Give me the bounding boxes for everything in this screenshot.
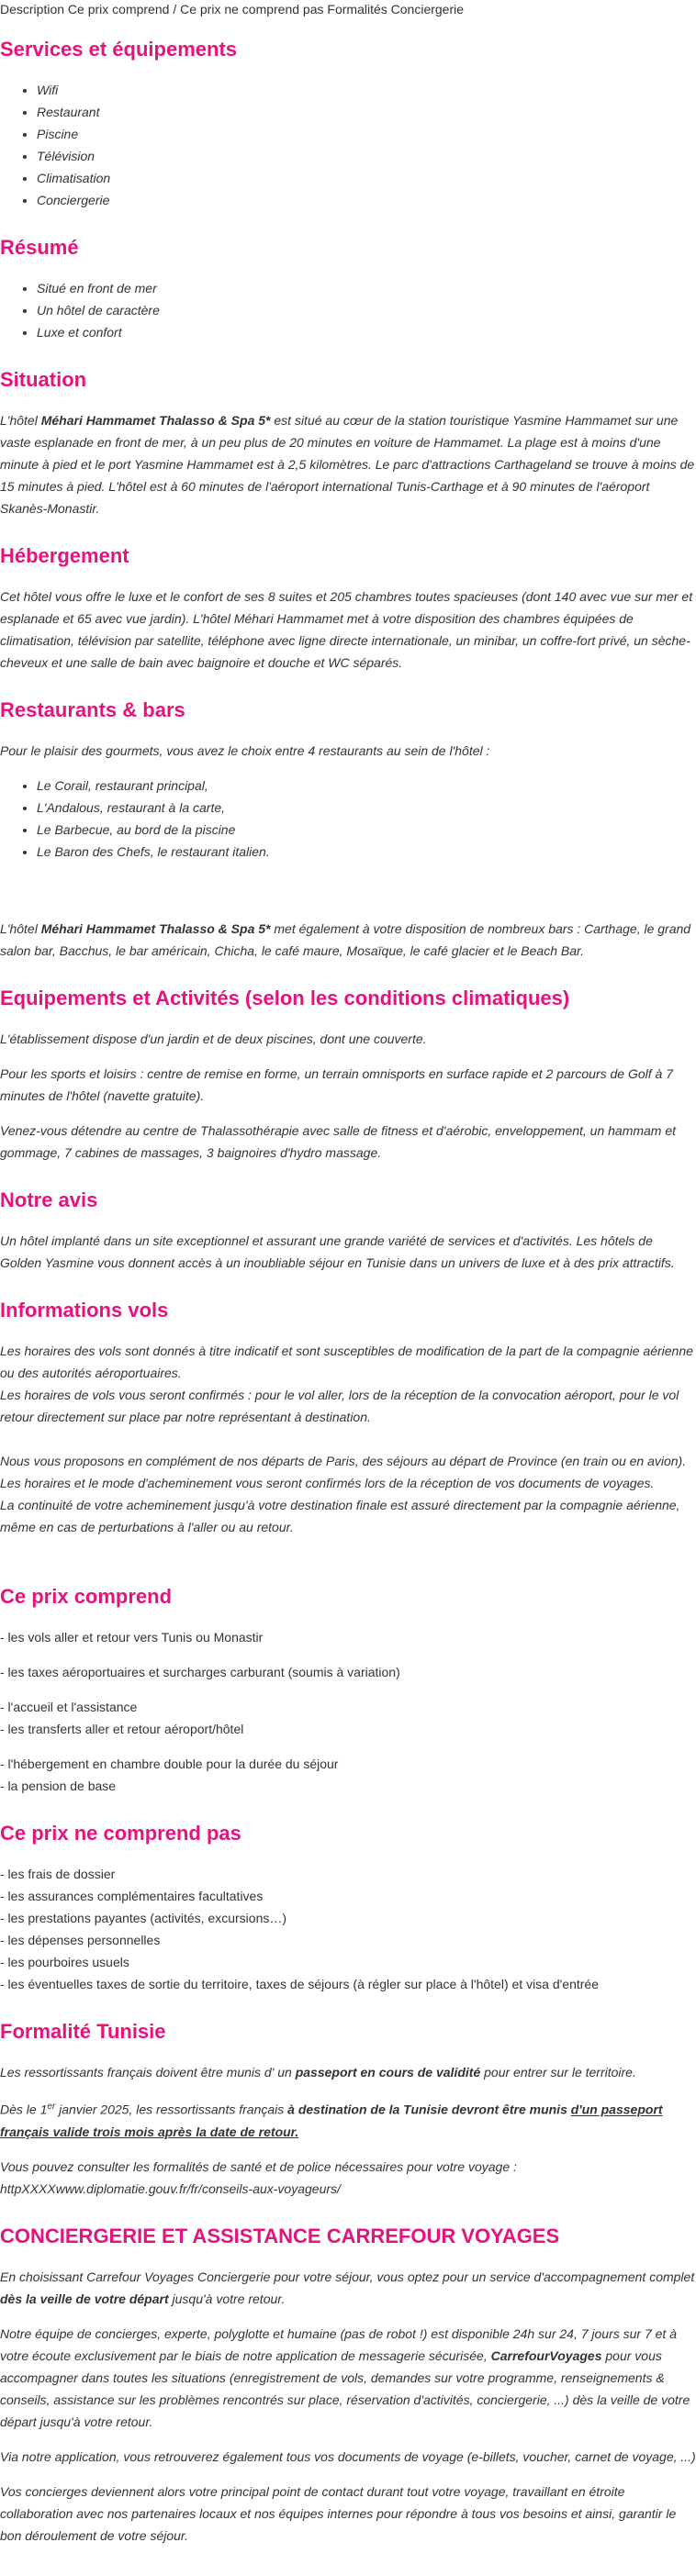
formalite-p2c: à destination de la Tunisie devront être munis: [287, 2102, 571, 2117]
situation-body: est situé au cœur de la station touristique Yasmine Hammamet sur une vaste esplanade en front de mer, à un peu plus de 20 minutes en voiture de Hammamet. La plage est à moins d'une minute à pied et le port Yasmine Hammamet est à 2,5 kilomètres. Le parc d'attractions Carthageland se trouve à moins de 15 minutes à pied. L'hôtel est à 60 minutes de l'aéroport international Tunis-Carthage et à 90 minutes de l'aéroport Skanès-Monastir.: [0, 413, 695, 516]
ne-comprend-line: - les éventuelles taxes de sortie du territoire, taxes de séjours (à régler sur place à l'hôtel) et visa d'entrée: [0, 1977, 600, 1991]
section-title-avis: Notre avis: [0, 1188, 98, 1211]
section-title-resume: Résumé: [0, 236, 79, 259]
section-title-comprend: Ce prix comprend: [0, 1585, 173, 1608]
formalite-sup: er: [47, 2102, 56, 2112]
section-title-situation: Situation: [0, 368, 87, 391]
conciergerie-p2c: pour vous accompagner dans toutes les situations (enregistrement de vols, demandes sur votre programme, renseignements & conseils, assistance sur les problèmes rencontrés sur place, réservation d'activités, conciergerie, ...) dès la veille de votre départ jusqu'à votre retour.: [0, 2347, 690, 2429]
bars-pre: L'hôtel: [0, 921, 41, 936]
equipements-p1: L'établissement dispose d'un jardin et de deux piscines, dont une couverte.: [0, 1032, 427, 1046]
list-item: • Wifi: [37, 79, 696, 101]
tab-prix-comprend[interactable]: Ce prix comprend: [67, 2, 170, 17]
ne-comprend-list: [0, 1863, 696, 1995]
conciergerie-p2a: Notre équipe de concierges, experte, polyglotte et humaine (pas de robot !) est disponible 24h sur 24, 7 jours sur 7 et à votre écoute exclusivement par le biais de notre application de messagerie sécurisée,: [0, 2325, 677, 2363]
conciergerie-p3: Via notre application, vous retrouverez également tous vos documents de voyage (e-billets, voucher, carnet de voyage, ...): [0, 2448, 696, 2464]
hebergement-text: Cet hôtel vous offre le luxe et le confort de ses 8 suites et 205 chambres toutes spacieuses (dont 140 avec vue sur mer et esplanade et 65 avec vue jardin). L'hôtel Méhari Hammamet met à votre disposition des chambres équipées de climatisation, télévision par satellite, téléphone avec ligne directe internationale, un minibar, un coffre-fort privé, un sèche-cheveux et une salle de bain avec baignoire et douche et WC séparés.: [0, 589, 693, 670]
list-item: • Télévision: [37, 145, 696, 167]
comprend-line: - l'accueil et l'assistance: [0, 1700, 138, 1714]
restaurants-intro: Pour le plaisir des gourmets, vous avez le choix entre 4 restaurants au sein de l'hôtel :: [0, 743, 490, 758]
comprend-line: - les vols aller et retour vers Tunis ou Monastir: [0, 1630, 264, 1645]
list-item: • Situé en front de mer: [37, 277, 696, 299]
ne-comprend-line: - les prestations payantes (activités, excursions…): [0, 1911, 287, 1925]
ne-comprend-line: - les pourboires usuels: [0, 1955, 129, 1969]
services-list: [0, 79, 696, 211]
equipements-p3: Venez-vous détendre au centre de Thalassothérapie avec salle de fitness et d'aérobic, enveloppement, un hammam et gommage, 7 cabines de massages, 3 baignoires d'hydro massage.: [0, 1123, 677, 1160]
tab-formalites[interactable]: Formalités: [327, 2, 387, 17]
vols-p1b: Les horaires de vols vous seront confirmés : pour le vol aller, lors de la réception de la convocation aéroport, pour le vol retour directement sur place par notre représentant à destination.: [0, 1388, 679, 1424]
comprend-line: - les taxes aéroportuaires et surcharges carburant (soumis à variation): [0, 1665, 400, 1679]
formalite-p3: Vous pouvez consulter les formalités de santé et de police nécessaires pour votre voyage :: [0, 2158, 517, 2174]
ne-comprend-line: - les dépenses personnelles: [0, 1933, 161, 1947]
list-item: • Climatisation: [37, 167, 696, 189]
formalite-p2d: d'un passeport français valide trois mois après la date de retour.: [0, 2102, 663, 2139]
vols-p2c: La continuité de votre acheminement jusqu'à votre destination finale est assuré directement par la compagnie aérienne, même en cas de perturbations à l'aller ou au retour.: [0, 1498, 680, 1534]
conciergerie-p1a: En choisissant Carrefour Voyages Conciergerie pour votre séjour, vous optez pour un service d'accompagnement complet: [0, 2269, 695, 2284]
hotel-name: Méhari Hammamet Thalasso & Spa 5*: [40, 413, 271, 428]
tab-sep: /: [173, 2, 181, 17]
comprend-line: - l'hébergement en chambre double pour la durée du séjour: [0, 1756, 339, 1771]
comprend-line: - les transferts aller et retour aéroport/hôtel: [0, 1722, 244, 1736]
list-item: • Le Baron des Chefs, le restaurant italien.: [37, 841, 696, 863]
section-title-services: Services et équipements: [0, 38, 238, 61]
vols-p2b: Les horaires et le mode d'acheminement vous seront confirmés lors de la réception de vos documents de voyages.: [0, 1476, 655, 1490]
formalite-url[interactable]: httpXXXXwww.diplomatie.gouv.fr/fr/conseils-aux-voyageurs/: [0, 2180, 341, 2196]
formalite-p2: [0, 2096, 696, 2143]
section-title-ne-comprend: Ce prix ne comprend pas: [0, 1822, 241, 1845]
formalite-p2a: Dès le 1: [0, 2102, 48, 2117]
conciergerie-p1b: dès la veille de votre départ: [0, 2291, 169, 2306]
conciergerie-p4: Vos concierges deviennent alors votre principal point de contact durant tout votre voyage, travaillant en étroite collaboration avec nos partenaires locaux et nos équipes internes pour répondre à tous vos besoins et ainsi, garantir le bon déroulement de votre séjour.: [0, 2483, 677, 2543]
conciergerie-p1: [0, 2266, 696, 2310]
list-item: • L'Andalous, restaurant à la carte,: [37, 797, 696, 819]
formalite-p1: [0, 2061, 696, 2083]
restaurants-list: [0, 775, 696, 863]
list-item: • Un hôtel de caractère: [37, 299, 696, 321]
formalite-p1a: Les ressortissants français doivent être munis d' un: [0, 2065, 296, 2080]
ne-comprend-line: - les assurances complémentaires facultatives: [0, 1889, 264, 1903]
section-title-hebergement: Hébergement: [0, 544, 129, 567]
avis-text: Un hôtel implanté dans un site exceptionnel et assurant une grande variété de services et d'activités. Les hôtels de Golden Yasmine vous donnent accès à un inoubliable séjour en Tunisie dans un univers de luxe et à des prix attractifs.: [0, 1233, 675, 1270]
list-item: • Piscine: [37, 123, 696, 145]
section-title-conciergerie: CONCIERGERIE ET ASSISTANCE CARREFOUR VOYAGES: [0, 2224, 560, 2247]
formalite-p1c: pour entrer sur le territoire.: [480, 2065, 636, 2080]
tab-conciergerie[interactable]: Conciergerie: [390, 2, 465, 17]
list-item: • Le Corail, restaurant principal,: [37, 775, 696, 797]
bars-body: met également à votre disposition de nombreux bars : Carthage, le grand salon bar, Bacchus, le bar américain, Chicha, le café maure, Mosaïque, le café glacier et le Beach Bar.: [0, 921, 691, 958]
conciergerie-p1c: jusqu'à votre retour.: [168, 2291, 286, 2306]
list-item: • Le Barbecue, au bord de la piscine: [37, 819, 696, 841]
section-title-formalite: Formalité Tunisie: [0, 2020, 166, 2043]
list-item: • Restaurant: [37, 101, 696, 123]
vols-p1a: Les horaires des vols sont donnés à titre indicatif et sont susceptibles de modification de la part de la compagnie aérienne ou des autorités aéroportuaires.: [0, 1344, 693, 1380]
conciergerie-p2: [0, 2323, 696, 2433]
section-title-equipements: Equipements et Activités (selon les conditions climatiques): [0, 987, 570, 1009]
conciergerie-app-name: CarrefourVoyages: [490, 2347, 602, 2363]
formalite-p2b: janvier 2025, les ressortissants français: [55, 2102, 288, 2117]
bars-text: [0, 918, 696, 962]
section-title-vols: Informations vols: [0, 1299, 169, 1321]
section-title-restaurants: Restaurants & bars: [0, 698, 185, 721]
hotel-name: Méhari Hammamet Thalasso & Spa 5*: [40, 921, 271, 936]
list-item: • Luxe et confort: [37, 321, 696, 343]
list-item: • Conciergerie: [37, 189, 696, 211]
tab-description[interactable]: Description: [0, 2, 65, 17]
tab-prix-ne-comprend[interactable]: Ce prix ne comprend pas: [180, 2, 324, 17]
situation-pre: L'hôtel: [0, 413, 41, 428]
tab-bar: [0, 0, 696, 18]
equipements-p2: Pour les sports et loisirs : centre de remise en forme, un terrain omnisports en surface rapide et 2 parcours de Golf à 7 minutes de l'hôtel (navette gratuite).: [0, 1066, 674, 1103]
situation-text: [0, 409, 696, 519]
resume-list: [0, 277, 696, 343]
vols-p2a: Nous vous proposons en complément de nos départs de Paris, des séjours au départ de Province (en train ou en avion).: [0, 1454, 687, 1468]
ne-comprend-line: - les frais de dossier: [0, 1867, 116, 1881]
comprend-line: - la pension de base: [0, 1779, 117, 1793]
formalite-passeport: passeport en cours de validité: [295, 2065, 481, 2080]
